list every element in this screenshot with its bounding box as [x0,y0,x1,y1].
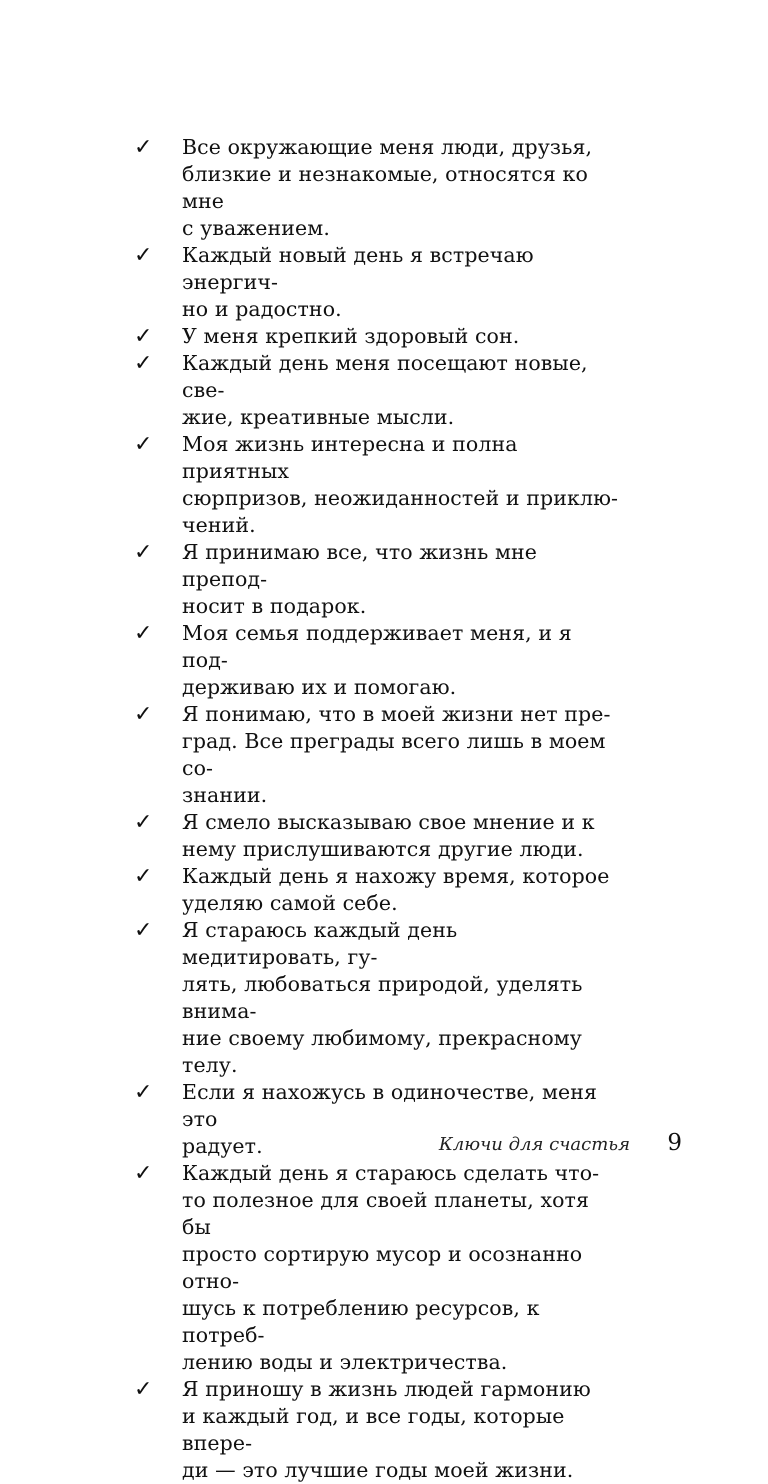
list-item [134,809,622,863]
affirmation-text: Каждый день я стараюсь сделать что- то полезное для своей планеты, хотя бы просто сортирую мусор и осознанно отно- шусь к потреблению ресурсов, к потреб- лению воды и электричества. [182,1161,600,1374]
checkmark-icon: ✓ [134,540,153,565]
list-item [134,863,622,917]
checkmark-icon: ✓ [134,702,153,727]
affirmation-text: Моя семья поддерживает меня, и я под- держиваю их и помогаю. [182,621,572,699]
checkmark-icon: ✓ [134,135,153,160]
checkmark-icon: ✓ [134,1161,153,1186]
affirmation-text: Если я нахожусь в одиночестве, меня это радует. [182,1080,598,1158]
checkmark-icon: ✓ [134,1377,153,1402]
list-item [134,242,622,323]
list-item [134,323,622,350]
list-item [134,1160,622,1376]
list-item [134,620,622,701]
checkmark-icon: ✓ [134,1080,153,1105]
affirmation-text: Я понимаю, что в моей жизни нет пре- град. Все преграды всего лишь в моем со- знании. [182,702,611,807]
list-item [134,539,622,620]
list-item [134,134,622,242]
affirmation-text: Моя жизнь интересна и полна приятных сюрпризов, неожиданностей и приклю- чений. [182,432,619,537]
affirmation-text: У меня крепкий здоровый сон. [182,324,520,348]
list-item [134,917,622,1079]
list-item [134,1376,622,1484]
affirmation-text: Я принимаю все, что жизнь мне препод- носит в подарок. [182,540,538,618]
list-item [134,431,622,539]
checkmark-icon: ✓ [134,432,153,457]
affirmation-list [134,134,622,1484]
affirmation-text: Я приношу в жизнь людей гармонию и каждый год, и все годы, которые впере- ди — это лучшие годы моей жизни. [182,1377,591,1482]
checkmark-icon: ✓ [134,864,153,889]
checkmark-icon: ✓ [134,810,153,835]
running-footer [438,1130,682,1164]
affirmation-text: Каждый день меня посещают новые, све- жие, креативные мысли. [182,351,588,429]
checkmark-icon: ✓ [134,243,153,268]
checkmark-icon: ✓ [134,351,153,376]
checkmark-icon: ✓ [134,918,153,943]
affirmation-text: Каждый новый день я встречаю энергич- но и радостно. [182,243,534,321]
page-number: 9 [667,1130,682,1156]
affirmation-text: Каждый день я нахожу время, которое уделяю самой себе. [182,864,610,915]
list-item [134,350,622,431]
checkmark-icon: ✓ [134,324,153,349]
affirmation-text: Все окружающие меня люди, друзья, близкие и незнакомые, относятся ко мне с уважением. [182,135,593,240]
checkmark-icon: ✓ [134,621,153,646]
list-item [134,701,622,809]
affirmation-text: Я смело высказываю свое мнение и к нему прислушиваются другие люди. [182,810,595,861]
running-title: Ключи для счастья [438,1134,630,1155]
affirmation-text: Я стараюсь каждый день медитировать, гу- лять, любоваться природой, уделять внима- ние своему любимому, прекрасному телу. [182,918,583,1077]
